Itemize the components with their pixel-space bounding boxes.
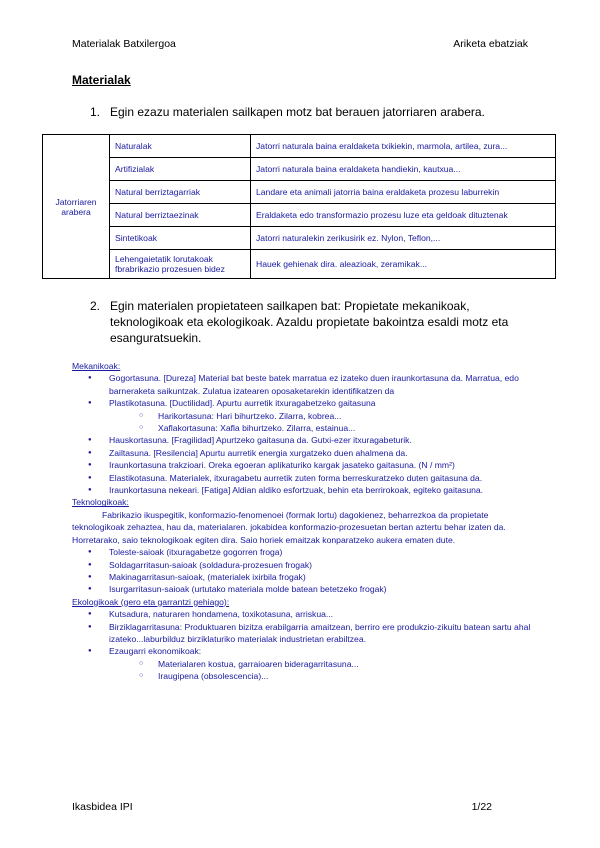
sub-list-item: ○ Materialaren kostua, garraioaren bideragarritasuna... <box>72 658 532 670</box>
list-item: ● Isurgarritasun-saioak (urtutako materiala molde batean betetzeko frogak) <box>72 583 532 595</box>
table-cell-desc: Landare eta animali jatorria baina eraldaketa prozesu laburrekin <box>251 181 556 204</box>
table-cell-desc: Jatorri naturalekin zerikusirik ez. Nylon, Teflon,... <box>251 227 556 250</box>
ekologikoak-list <box>72 608 532 682</box>
list-item: ● Makinagarritasun-saioak, (materialek ixirbila frogak) <box>72 571 532 583</box>
table-cell-desc: Hauek gehienak dira. aleazioak, zeramikak... <box>251 250 556 279</box>
sub-list-item: ○ Xaflakortasuna: Xafla bihurtzeko. Zilarra, estainua... <box>72 422 532 434</box>
question-1-number: 1. <box>90 105 101 119</box>
page-number: 1/22 <box>471 801 492 813</box>
section-title-mekanikoak: Mekanikoak: <box>72 361 121 371</box>
table-cell-name: Artifizialak <box>110 158 251 181</box>
list-item: ● Iraunkortasuna trakzioari. Oreka egoeran aplikaturiko kargak jasateko gaitasuna. (N / mm²) <box>72 459 532 471</box>
table-cell-desc: Jatorri naturala baina eraldaketa txikiekin, marmola, artilea, zura... <box>251 135 556 158</box>
teknologikoak-paragraph: Fabrikazio ikuspegitik, konformazio-fenomenoei (formak lortu) dagokienez, beharrezkoa da propietate teknologikoak zehaztea, hau da, materialaren. jokabidea konformazio-prozesuetan bertan aztertu behar izaten da. Horretarako, saio teknologikoak egiten dira. Saio horiek emaitzak konparatzeko aukera ematen dute. <box>72 509 506 545</box>
list-item: ● Gogortasuna. [Dureza] Material bat beste batek marratua ez izateko duen iraunkortasuna da. Marratua, edo barneraketa saikuntzak. Zulatua izatearen oposaketarekin identifikatzen da <box>72 372 532 397</box>
list-item: ● Plastikotasuna. [Ductilidad]. Apurtu aurretik itxuragabetzeko gaitasuna <box>72 397 532 409</box>
page-title: Materialak <box>72 73 131 87</box>
section-title-teknologikoak: Teknologikoak: <box>72 497 129 508</box>
question-1 <box>90 104 530 120</box>
table-group-label: Jatorriaren arabera <box>43 135 110 279</box>
table-cell-name: Natural berriztaezinak <box>110 204 251 227</box>
list-item: ● Ezaugarri ekonomikoak: <box>72 645 532 657</box>
table-cell-name: Natural berriztagarriak <box>110 181 251 204</box>
sub-list-item: ○ Harikortasuna: Hari bihurtzeko. Zilarra, kobrea... <box>72 410 532 422</box>
list-item: ● Birziklagarritasuna: Produktuaren bizitza erabilgarria amaitzean, berriro ere produkzio-zikuitu batean sartu ahal izateko...laburbilduz birziklaturiko materialak industrietan erabiltzea. <box>72 621 532 646</box>
section-title-ekologikoak: Ekologikoak (gero eta garrantzi gehiago): <box>72 596 230 607</box>
header-left: Materialak Batxilergoa <box>72 38 176 50</box>
list-item: ● Soldagarritasun-saioak (soldadura-prozesuen frogak) <box>72 559 532 571</box>
question-2-text: Egin materialen propietateen sailkapen bat: Propietate mekanikoak, teknologikoak eta ekologikoak. Azaldu propietate bakointza esaldi motz eta esanguratsuekin. <box>110 299 509 345</box>
answer-block <box>72 360 532 683</box>
classification-table <box>42 134 556 279</box>
mekanikoak-list <box>72 372 532 496</box>
list-item: ● Elastikotasuna. Materialek, itxuragabetu aurretik zuten forma berreskuratzeko duten gaitasuna da. <box>72 472 532 484</box>
header-right: Ariketa ebatziak <box>453 38 528 50</box>
question-2-number: 2. <box>90 299 101 313</box>
sub-list-item: ○ Iraugipena (obsolescencia)... <box>72 670 532 682</box>
list-item: ● Iraunkortasuna nekeari. [Fatiga] Aldian aldiko esfortzuak, behin eta berrirokoak, egiteko gaitasuna. <box>72 484 532 496</box>
table-cell-name: Lehengaietatik lorutakoak fbrabrikazio prozesuen bidez <box>110 250 251 279</box>
teknologikoak-list <box>72 546 532 596</box>
list-item: ● Hauskortasuna. [Fragilidad] Apurtzeko gaitasuna da. Gutxi-ezer itxuragabeturik. <box>72 434 532 446</box>
table-cell-name: Naturalak <box>110 135 251 158</box>
list-item: ● Zailtasuna. [Resilencia] Apurtu aurretik energia xurgatzeko duen ahalmena da. <box>72 447 532 459</box>
table-cell-desc: Eraldaketa edo transformazio prozesu luze eta geldoak dituztenak <box>251 204 556 227</box>
list-item: ● Toleste-saioak (itxuragabetze gogorren froga) <box>72 546 532 558</box>
list-item: ● Kutsadura, naturaren hondamena, toxikotasuna, arriskua... <box>72 608 532 620</box>
table-cell-name: Sintetikoak <box>110 227 251 250</box>
question-1-text: Egin ezazu materialen sailkapen motz bat berauen jatorriaren arabera. <box>110 105 485 119</box>
table-cell-desc: Jatorri naturala baina eraldaketa handiekin, kautxua... <box>251 158 556 181</box>
footer-left: Ikasbidea IPI <box>72 801 133 813</box>
question-2 <box>90 298 530 346</box>
